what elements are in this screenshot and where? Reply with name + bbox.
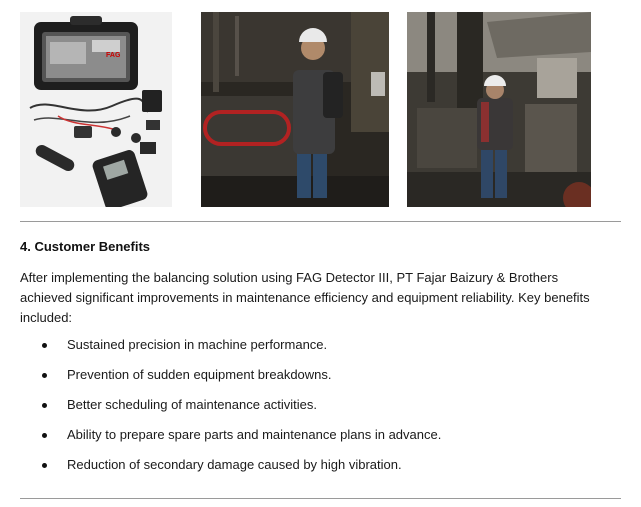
bullet-icon (42, 463, 47, 468)
list-item: Better scheduling of maintenance activities. (20, 396, 441, 426)
bullet-icon (42, 403, 47, 408)
list-item: Prevention of sudden equipment breakdowns. (20, 366, 441, 396)
bullet-icon (42, 433, 47, 438)
plant-technician-photo (407, 12, 591, 207)
technician-inspection-photo (201, 12, 389, 207)
list-item: Ability to prepare spare parts and maintenance plans in advance. (20, 426, 441, 456)
section-divider-top (20, 221, 621, 222)
section-divider-bottom (20, 498, 621, 499)
intro-paragraph: After implementing the balancing solution using FAG Detector III, PT Fajar Baizury & Brothers achieved significant improvements in maintenance efficiency and equipment reliability. Key benefits included: (20, 270, 590, 325)
bullet-icon (42, 343, 47, 348)
fag-detector-kit-photo (20, 12, 172, 207)
list-item: Sustained precision in machine performance. (20, 336, 441, 366)
bullet-icon (42, 373, 47, 378)
fag-logo: FAG (106, 52, 121, 59)
section-heading: 4. Customer Benefits (20, 239, 151, 254)
benefits-list (20, 336, 441, 486)
list-item: Reduction of secondary damage caused by high vibration. (20, 456, 441, 486)
